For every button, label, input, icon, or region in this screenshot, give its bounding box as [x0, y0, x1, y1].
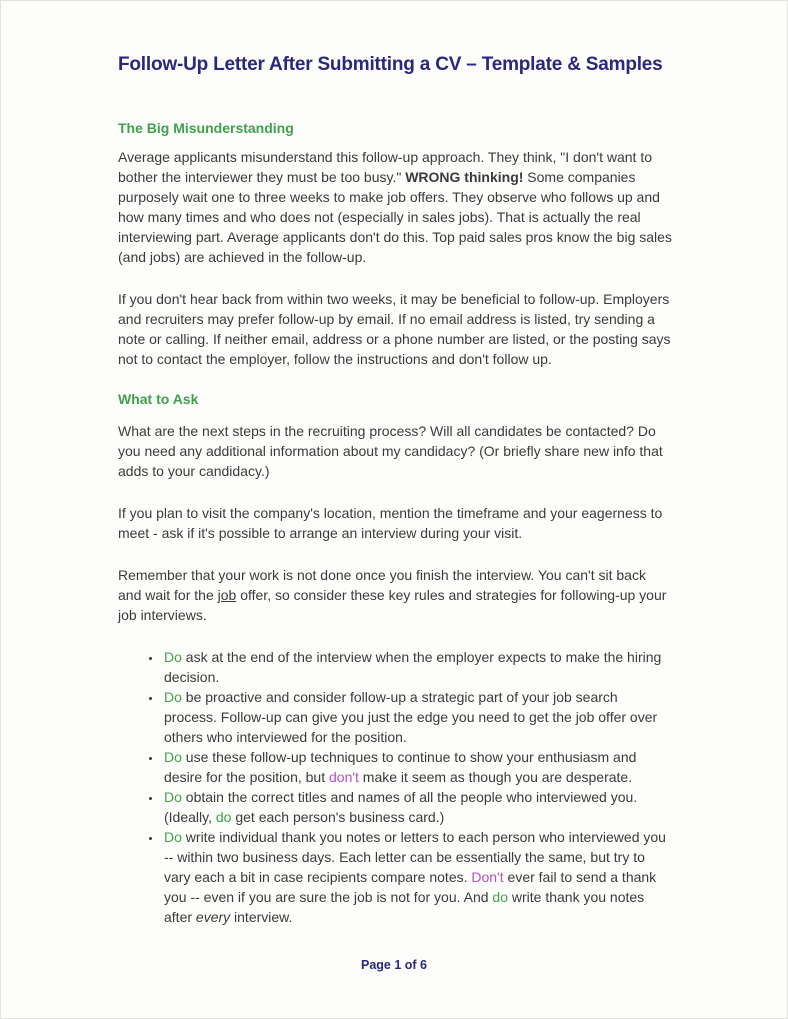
- text-segment: Remember that your work is not done once you finish the interview. You can't sit back and wait for the: [118, 567, 646, 603]
- text-segment: write individual thank you notes or letters to each person who interviewed you -- within two business days. Each letter can be essentially the same, but try to vary each a bit in case recipients compare notes.: [164, 829, 666, 885]
- list-item-be-proactive: [162, 687, 672, 747]
- follow-up-tips-list: [118, 647, 672, 927]
- section-heading-big-misunderstanding: The Big Misunderstanding: [118, 120, 294, 136]
- text-segment: every: [195, 909, 231, 925]
- text-segment: Average applicants misunderstand this follow-up approach. They think, "I don't want to bother the interviewer they must be too busy.": [118, 149, 652, 185]
- paragraph-next-steps: [118, 421, 672, 481]
- paragraph-hear-back: [118, 289, 672, 369]
- text-segment: WRONG thinking!: [405, 169, 524, 185]
- document-title: Follow-Up Letter After Submitting a CV – Template & Samples: [118, 54, 663, 75]
- text-segment: do: [215, 809, 232, 825]
- text-segment: Don't: [471, 869, 504, 885]
- text-segment: do: [492, 889, 508, 905]
- text-segment: be proactive and consider follow-up a strategic part of your job search process. Follow-up can give you just the edge you need to get the job offer over others who interviewed for the position.: [164, 689, 658, 745]
- text-segment: offer, so consider these key rules and strategies for following-up your job interviews.: [118, 587, 667, 623]
- text-segment: Some companies purposely wait one to three weeks to make job offers. They observe who follows up and how many times and who does not (especially in sales jobs). That is actually the real interviewing part. Average applicants don't do this. Top paid sales pros know the big sales (and jobs) are achieved in the follow-up.: [118, 169, 672, 265]
- section-big-misunderstanding: [118, 120, 672, 369]
- text-segment: Do: [164, 789, 182, 805]
- text-segment: obtain the correct titles and names of all the people who interviewed you. (Ideally,: [164, 789, 638, 825]
- paragraph-work-not-done: [118, 565, 672, 625]
- text-segment: If you plan to visit the company's location, mention the timeframe and your eagerness to meet - ask if it's possible to arrange an interview during your visit.: [118, 505, 663, 541]
- text-segment: don't: [329, 769, 359, 785]
- text-segment: get each person's business card.): [231, 809, 445, 825]
- text-segment: Do: [164, 829, 182, 845]
- text-segment: Do: [164, 749, 182, 765]
- text-segment: make it seem as though you are desperate.: [358, 769, 633, 785]
- text-segment: write thank you notes after: [164, 889, 645, 925]
- paragraph-wrong-thinking: [118, 147, 672, 267]
- section-heading-what-to-ask: What to Ask: [118, 391, 199, 407]
- section-what-to-ask: [118, 391, 672, 927]
- list-item-thank-you-notes: [162, 827, 672, 927]
- text-segment: interview.: [230, 909, 293, 925]
- text-segment: Do: [164, 689, 182, 705]
- text-segment: If you don't hear back from within two weeks, it may be beneficial to follow-up. Employers and recruiters may prefer follow-up by email. If no email address is listed, try sending a note or calling. If neither email, address or a phone number are listed, or the posting says not to contact the employer, follow the instructions and don't follow up.: [118, 291, 671, 367]
- paragraph-visit-location: [118, 503, 672, 543]
- text-segment: Do: [164, 649, 182, 665]
- text-segment: ask at the end of the interview when the employer expects to make the hiring decision.: [164, 649, 662, 685]
- text-segment: What are the next steps in the recruiting process? Will all candidates be contacted? Do you need any additional information about my candidacy? (Or briefly share new info that adds to your candidacy.): [118, 423, 663, 479]
- list-item-show-enthusiasm: [162, 747, 672, 787]
- page-number: Page 1 of 6: [361, 958, 427, 972]
- text-segment: ever fail to send a thank you -- even if you are sure the job is not for you. And: [164, 869, 657, 905]
- list-item-obtain-titles: [162, 787, 672, 827]
- text-segment: use these follow-up techniques to continue to show your enthusiasm and desire for the position, but: [164, 749, 637, 785]
- text-segment: job: [217, 587, 237, 603]
- list-item-ask-hiring-decision: [162, 647, 672, 687]
